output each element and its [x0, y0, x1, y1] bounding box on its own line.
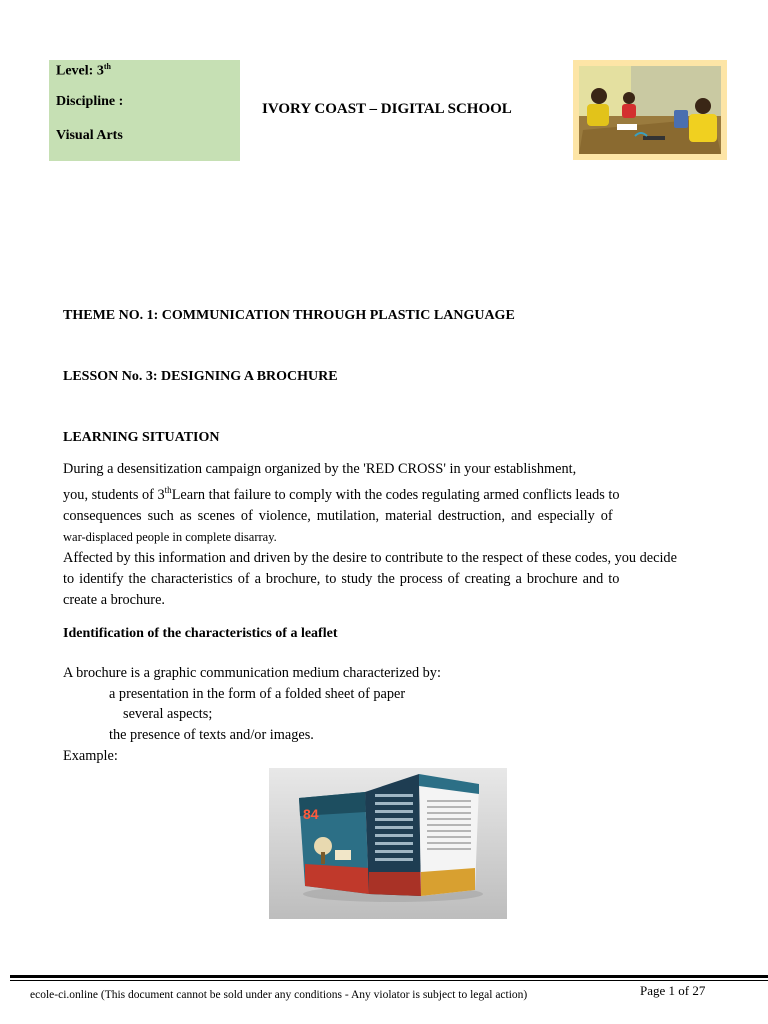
identification-heading: Identification of the characteristics of a leaflet — [63, 626, 338, 641]
list-item: several aspects; — [123, 706, 213, 722]
brochure-cover-number: 84 — [303, 806, 319, 822]
example-label: Example: — [63, 748, 118, 764]
header-illustration — [573, 60, 727, 160]
situation-line-7: create a brochure. — [63, 591, 165, 608]
footer-rule-thin — [10, 980, 768, 981]
lesson-title: LESSON No. 3: DESIGNING A BROCHURE — [63, 369, 338, 384]
classroom-students-tablet-illustration-icon — [573, 60, 727, 160]
footer-rule-thick — [10, 975, 768, 978]
learning-situation-text — [63, 459, 713, 611]
theme-title: THEME NO. 1: COMMUNICATION THROUGH PLASTIC LANGUAGE — [63, 308, 515, 323]
level-line — [56, 62, 111, 80]
example-brochure-image — [269, 768, 507, 919]
situation-line-2-post: Learn that failure to comply with the codes regulating armed conflicts leads to — [171, 486, 620, 503]
situation-line-6: to identify the characteristics of a brochure, to study the process of creating a brochure and to — [63, 570, 620, 587]
level-label: Level: 3 — [56, 63, 104, 79]
school-title: IVORY COAST – DIGITAL SCHOOL — [262, 101, 512, 117]
identification-intro: A brochure is a graphic communication medium characterized by: — [63, 665, 441, 681]
situation-line-1: During a desensitization campaign organized by the 'RED CROSS' in your establishment, — [63, 461, 577, 477]
trifold-brochure-photo-icon — [269, 768, 507, 919]
list-item: the presence of texts and/or images. — [109, 727, 314, 743]
list-item: a presentation in the form of a folded sheet of paper — [109, 686, 406, 702]
page-number: Page 1 of 27 — [640, 983, 706, 998]
info-box — [49, 60, 240, 161]
situation-line-2-pre: you, students of 3 — [63, 486, 165, 503]
discipline-label: Discipline : — [56, 94, 124, 109]
level-sup: th — [103, 62, 111, 71]
situation-line-2 — [63, 480, 713, 506]
situation-line-3: consequences such as scenes of violence, mutilation, material destruction, and especially of — [63, 507, 613, 524]
learning-situation-heading: LEARNING SITUATION — [63, 430, 220, 445]
discipline-value: Visual Arts — [56, 128, 123, 143]
situation-line-5: Affected by this information and driven by the desire to contribute to the respect of these codes, you decide — [63, 549, 677, 566]
footer-note: ecole-ci.online (This document cannot be sold under any conditions - Any violator is subject to legal action) — [30, 989, 528, 1001]
situation-line-2-sup: th — [164, 485, 172, 495]
situation-line-4: war-displaced people in complete disarray. — [63, 529, 277, 544]
